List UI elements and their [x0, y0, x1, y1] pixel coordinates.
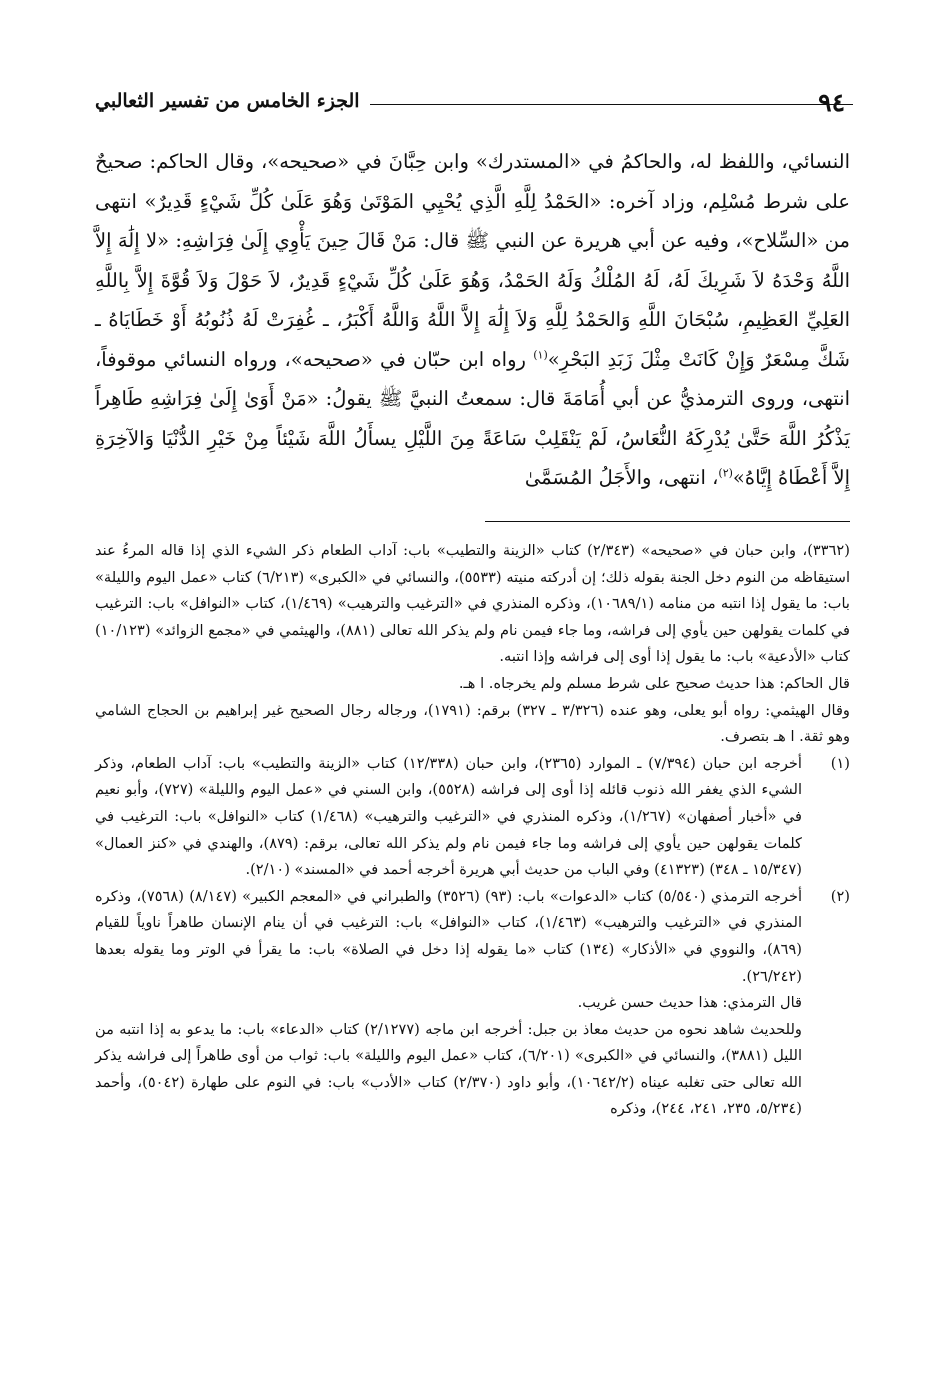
- footnote-ref-2: (٢): [718, 466, 733, 480]
- footnote-1-text: [95, 751, 802, 884]
- footnote-separator: [485, 521, 850, 522]
- footnote-2-para-2: قال الترمذي: هذا حديث حسن غريب.: [577, 994, 802, 1012]
- footnote-2-text: [95, 884, 802, 1123]
- main-text: [95, 142, 850, 498]
- footnote-2-number: (٢): [830, 887, 850, 905]
- main-text-part-2: رواه ابن حبّان في «صحيحه»، ورواه النسائي موقوفاً، انتهى، وروى الترمذيُّ عن أبي أُمَامَةَ قال: سمعتُ النبيَّ ﷺ يقولُ: «مَنْ أَوَىٰ إِلَىٰ فِرَاشِهِ طَاهِراً يَذْكُرُ اللَّهَ حَتَّىٰ يُدْرِكَهُ النُّعَاسُ، لَمْ يَنْقَلِبْ سَاعَةً مِنَ اللَّيْلِ يسأَلُ اللَّهَ شَيْئاً مِنْ خَيْرِ الدُّنْيَا وَالآخِرَةِ إِلاَّ أَعْطَاهُ إِيَّاهُ»: [95, 347, 850, 489]
- footnote-continued-para-2: قال الحاكم: هذا حديث صحيح على شرط مسلم ولم يخرجاه. ا هـ.: [458, 674, 850, 692]
- main-text-part-1: النسائي، واللفظ له، والحاكمُ في «المستدرك» وابن حِبَّانَ في «صحيحه»، وقال الحاكم: صحيحٌ على شرط مُسْلِم، وزاد آخره: «الحَمْدُ لِلَّهِ الَّذِي يُحْيِي المَوْتَىٰ وَهُوَ عَلَىٰ كُلِّ شَيْءٍ قَدِيرٌ» انتهى من «السِّلاح»، وفيه عن أبي هريرة عن النبي ﷺ قال: مَنْ قَالَ حِينَ يَأْوِي إِلَىٰ فِرَاشِهِ: «لا إِلَٰهَ إِلاَّ اللَّهُ وَحْدَهُ لاَ شَرِيكَ لَهُ، لَهُ المُلْكُ وَلَهُ الحَمْدُ، وَهُوَ عَلَىٰ كُلِّ شَيْءٍ قَدِيرٌ، لاَ حَوْلَ وَلاَ قُوَّةَ إِلاَّ بِاللَّهِ العَلِيِّ العَظِيمِ، سُبْحَانَ اللَّهِ وَالحَمْدُ لِلَّهِ وَلاَ إِلَٰهَ إِلاَّ اللَّهُ وَاللَّهُ أَكْبَرُ، ـ غُفِرَتْ لَهُ ذُنُوبُهُ أَوْ خَطَايَاهُ ـ شَكَّ مِسْعَرٌ وَإِنْ كَانَتْ مِثْلَ زَبَدِ البَحْرِ»: [95, 150, 850, 371]
- footnote-ref-1: (١): [533, 348, 548, 361]
- main-text-part-3: ، انتهى، والأَجَلُ المُسَمَّىٰ: [524, 466, 719, 489]
- footnote-continued-para-3: وقال الهيثمي: رواه أبو يعلى، وهو عنده (٣/٣٢٦ ـ ٣٢٧) برقم: (١٧٩١)، ورجاله رجال الصحيح غير إبراهيم بن الحجاج الشامي وهو ثقة. ا هـ بتصرف.: [95, 701, 850, 746]
- running-title: الجزء الخامس من تفسير الثعالبي: [95, 90, 360, 112]
- footnote-1: [95, 751, 850, 884]
- footnote-2: [95, 884, 850, 1123]
- footnote-1-para-1: أخرجه ابن حبان (٧/٣٩٤) ـ الموارد (٢٣٦٥)، وابن حبان (١٢/٣٣٨) كتاب «الزينة والتطيب» باب: آداب الطعام، وذكر الشيء الذي يغفر الله ذنوب قائله إذا أوى إلى فراشه (٥٥٢٨)، وابن السني في «عمل اليوم والليلة» (٧٢٧)، وأبو نعيم في «أخبار أصفهان» (١/٢٦٧)، وذكره المنذري في «الترغيب والترهيب» (١/٤٦٨) كتاب «النوافل» باب: الترغيب في كلمات يقولهن حين يأوي إلى فراشه وما جاء فيمن نام ولم يذكر الله تعالى، برقم: (٨٧٩)، والهندي في «كنز العمال» (١٥/٣٤٧ ـ ٣٤٨) (٤١٣٢٣) وفي الباب من حديث أبي هريرة أخرجه أحمد في «المسند» (٢/١٠).: [95, 754, 803, 879]
- header-rule: [370, 104, 853, 105]
- footnote-1-number: (١): [830, 754, 850, 772]
- page-header: [95, 86, 845, 124]
- footnote-2-para-1: أخرجه الترمذي (٥/٥٤٠) كتاب «الدعوات» باب: (٩٣) (٣٥٢٦) والطبراني في «المعجم الكبير» (٨/١٤٧) (٧٥٦٨)، وذكره المنذري في «الترغيب والترهيب» (١/٤٦٣)، كتاب «النوافل» باب: الترغيب في أن ينام الإنسان طاهراً ناوياً للقيام (٨٦٩)، والنووي في «الأذكار» (١٣٤) كتاب «ما يقوله إذا دخل في الصلاة» باب: ما يقرأ في الوتر وما يقوله بعدها (٢٦/٢٤٢).: [95, 887, 803, 985]
- footnotes: [95, 538, 850, 1123]
- footnote-continued-para-1: (٣٣٦٢)، وابن حبان في «صحيحه» (٢/٣٤٣) كتاب «الزينة والتطيب» باب: آداب الطعام ذكر الشيء الذي إذا قاله المرءُ عند استيقاظه من النوم دخل الجنة بقوله ذلك؛ إن أدركته منيته (٥٥٣٣)، والنسائي في «الكبرى» (٦/٢١٣) كتاب «عمل اليوم والليلة» باب: ما يقول إذا انتبه من منامه (١٠٦٨٩/١)، وذكره المنذري في «الترغيب والترهيب» (١/٤٦٩)، كتاب «النوافل» باب: الترغيب في كلمات يقولهن حين يأوي إلى فراشه، وما جاء فيمن نام ولم يذكر الله تعالى (٨٨١)، والهيثمي في «مجمع الزوائد» (١٠/١٢٣) كتاب «الأدعية» باب: ما يقول إذا أوى إلى فراشه وإذا انتبه.: [95, 542, 851, 666]
- footnote-2-para-3: وللحديث شاهد نحوه من حديث معاذ بن جبل: أخرجه ابن ماجه (٢/١٢٧٧) كتاب «الدعاء» باب: ما يدعو به إذا انتبه من الليل (٣٨٨١)، والنسائي في «الكبرى» (٦/٢٠١)، كتاب «عمل اليوم والليلة» باب: ثواب من أوى طاهراً إلى فراشه يذكر الله تعالى حتى تغلبه عيناه (١٠٦٤٢/٢)، وأبو داود (٢/٣٧٠) كتاب «الأدب» باب: في النوم على طهارة (٥٠٤٢)، وأحمد (٥/٢٣٤، ٢٣٥، ٢٤١، ٢٤٤)، وذكره: [95, 1020, 802, 1118]
- main-paragraph: [95, 142, 850, 498]
- page-number: ٩٤: [818, 88, 845, 117]
- footnote-continued: [95, 538, 850, 751]
